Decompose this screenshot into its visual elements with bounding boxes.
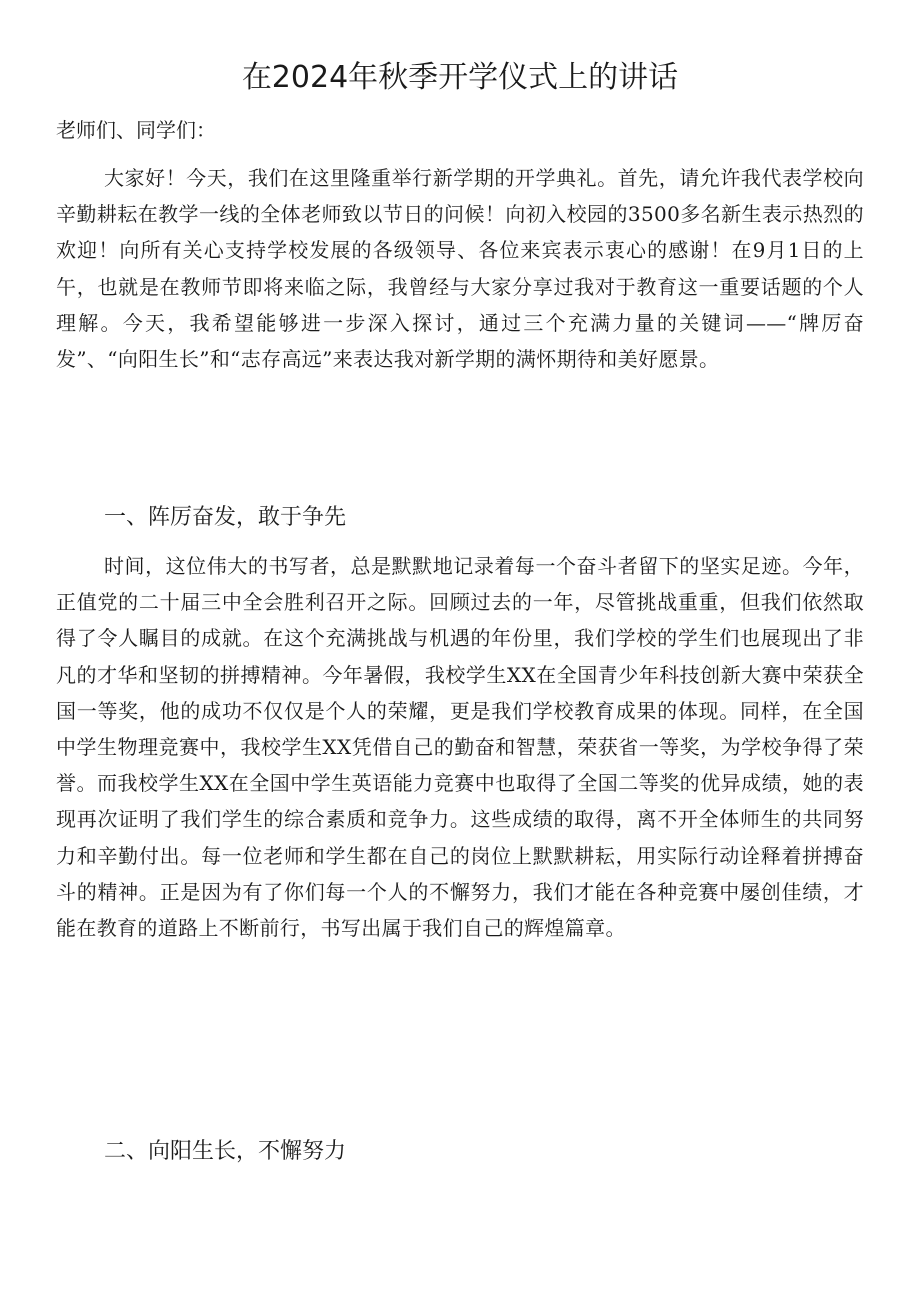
document-title: 在2024年秋季开学仪式上的讲话 — [241, 60, 679, 95]
salutation: 老师们、同学们： — [56, 118, 216, 142]
paragraph-opening: 大家好！今天，我们在这里隆重举行新学期的开学典礼。首先，请允许我代表学校向辛勤耕耘在教学一线的全体老师致以节日的问候！向初入校园的3500多名新生表示热烈的欢迎！向所有关心支持学校发展的各级领导、各位来宾表示衷心的感谢！在9月1日的上午，也就是在教师节即将来临之际，我曾经与大家分享过我对于教育这一重要话题的个人理解。今天，我希望能够进一步深入探讨，通过三个充满力量的关键词——“牌厉奋发”、“向阳生长”和“志存高远”来表达我对新学期的满怀期待和美好愿景。 — [56, 166, 864, 372]
section-heading-1: 一、阵厉奋发，敢于争先 — [104, 505, 347, 530]
paragraph-section-1: 时间，这位伟大的书写者，总是默默地记录着每一个奋斗者留下的坚实足迹。今年，正值党的二十届三中全会胜利召开之际。回顾过去的一年，尽管挑战重重，但我们依然取得了令人瞩目的成就。在这个充满挑战与机遇的年份里，我们学校的学生们也展现出了非凡的才华和坚韧的拼搏精神。今年暑假，我校学生XX在全国青少年科技创新大赛中荣获全国一等奖，他的成功不仅仅是个人的荣耀，更是我们学校教育成果的体现。同样，在全国中学生物理竞赛中，我校学生XX凭借自己的勤奋和智慧，荣获省一等奖，为学校争得了荣誉。而我校学生XX在全国中学生英语能力竞赛中也取得了全国二等奖的优异成绩，她的表现再次证明了我们学生的综合素质和竞争力。这些成绩的取得，离不开全体师生的共同努力和辛勤付出。每一位老师和学生都在自己的岗位上默默耕耘，用实际行动诠释着拼搏奋斗的精神。正是因为有了你们每一个人的不懈努力，我们才能在各种竞赛中屡创佳绩，才能在教育的道路上不断前行，书写出属于我们自己的辉煌篇章。 — [56, 554, 864, 941]
section-heading-2: 二、向阳生长，不懈努力 — [104, 1139, 347, 1164]
